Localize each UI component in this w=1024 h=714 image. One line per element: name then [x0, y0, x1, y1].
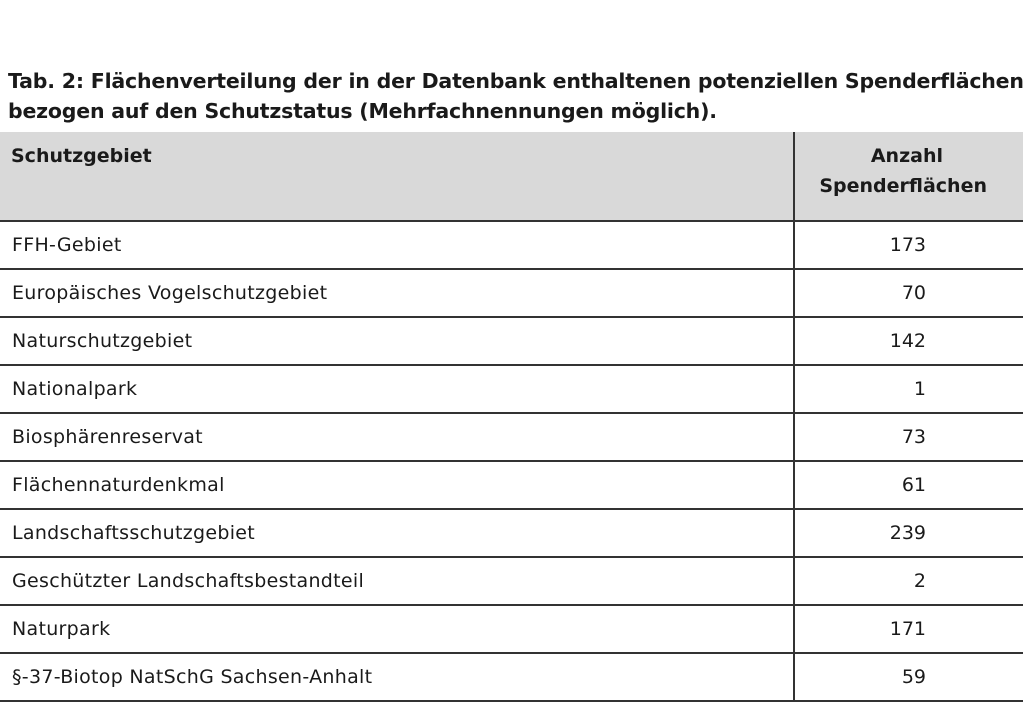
table-row [0, 269, 1023, 317]
row-count: 1 [794, 365, 1023, 413]
row-name: Biosphärenreservat [0, 413, 794, 461]
table-caption [8, 66, 1024, 126]
table-row [0, 653, 1023, 701]
header-row [0, 132, 1023, 221]
row-name: Naturschutzgebiet [0, 317, 794, 365]
row-count: 59 [794, 653, 1023, 701]
header-anzahl: Anzahl [870, 145, 943, 167]
header-anzahl-spenderflaechen [794, 132, 1023, 221]
caption-line-1: Tab. 2: Flächenverteilung der in der Datenbank enthaltenen potenziellen Spenderflächen [8, 69, 1024, 93]
caption-line-2: bezogen auf den Schutzstatus (Mehrfachnennungen möglich). [8, 99, 717, 123]
row-count: 173 [794, 221, 1023, 269]
row-name: Geschützter Landschaftsbestandteil [0, 557, 794, 605]
row-count: 73 [794, 413, 1023, 461]
row-count: 171 [794, 605, 1023, 653]
table-header [0, 132, 1023, 221]
table-body [0, 221, 1023, 701]
row-name: Naturpark [0, 605, 794, 653]
protected-area-table [0, 132, 1023, 702]
table-row [0, 365, 1023, 413]
row-count: 239 [794, 509, 1023, 557]
table-row [0, 605, 1023, 653]
row-name: Landschaftsschutzgebiet [0, 509, 794, 557]
row-name: Flächennaturdenkmal [0, 461, 794, 509]
row-count: 142 [794, 317, 1023, 365]
table-row [0, 413, 1023, 461]
row-name: FFH-Gebiet [0, 221, 794, 269]
table-row [0, 221, 1023, 269]
table-row [0, 557, 1023, 605]
table-row [0, 461, 1023, 509]
header-schutzgebiet: Schutzgebiet [0, 132, 794, 221]
row-count: 61 [794, 461, 1023, 509]
table-row [0, 509, 1023, 557]
table-row [0, 317, 1023, 365]
row-name: Europäisches Vogelschutzgebiet [0, 269, 794, 317]
row-name: §-37-Biotop NatSchG Sachsen-Anhalt [0, 653, 794, 701]
row-count: 2 [794, 557, 1023, 605]
row-count: 70 [794, 269, 1023, 317]
row-name: Nationalpark [0, 365, 794, 413]
header-spenderflaechen: Spenderflächen [819, 175, 987, 197]
